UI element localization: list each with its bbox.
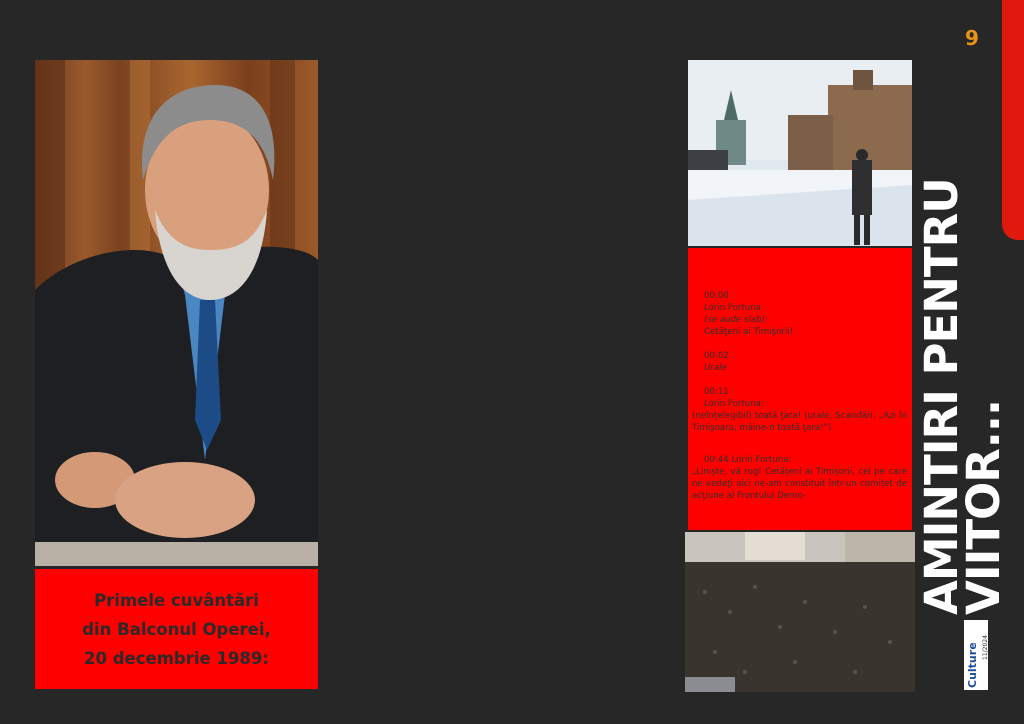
stage-note: Urale [704, 363, 727, 373]
caption-line-2: din Balconul Operei, [82, 619, 271, 639]
title-line-1: AMINTIRI PENTRU [915, 178, 968, 615]
transcript-box [688, 248, 912, 530]
stage-note: (se aude slab): [704, 315, 768, 325]
speaker: Lorin Fortuna: [704, 399, 764, 409]
portrait-illustration [35, 60, 318, 566]
speaker: Lorin Fortuna [704, 303, 761, 313]
quote: „Linişte, vă rog! Cetăţeni ai Timişorii, cei pe care ne vedeţi aici ne-am constituit într-un comitet de acţiune al Frontului Demo- [692, 467, 907, 501]
timestamp-speaker: 00:44 Lorin Fortuna: [704, 455, 792, 465]
timestamp: 00:02 [704, 351, 729, 361]
timestamp: 00:00 [704, 291, 729, 301]
issue-number: 11/2024 [982, 635, 989, 660]
table-edge [35, 542, 318, 566]
quote: Cetăţeni ai Timişorii! [704, 327, 794, 337]
winter-square-photo [688, 60, 912, 246]
timestamp: 00:11 [704, 387, 729, 397]
crowd-photo [685, 532, 915, 692]
page-number: 9 [965, 26, 979, 50]
caption-line-3: 20 decembrie 1989: [84, 648, 269, 668]
portrait-photo [35, 60, 318, 566]
red-edge-tab [1002, 0, 1024, 240]
transcript [692, 290, 907, 514]
crowd-illustration [685, 532, 915, 692]
caption-box [35, 569, 318, 689]
logo-text: Culture [966, 642, 979, 688]
quote: (neînţelegibil) toată ţara! (urale, Scandări: „Azi în Timişoara, mâine-n toată ţara!”) [692, 411, 907, 433]
title-line-2: VIITOR... [957, 399, 1010, 615]
winter-square-illustration [688, 60, 912, 246]
caption-line-1: Primele cuvântări [94, 590, 259, 610]
vertical-title [915, 85, 1010, 615]
